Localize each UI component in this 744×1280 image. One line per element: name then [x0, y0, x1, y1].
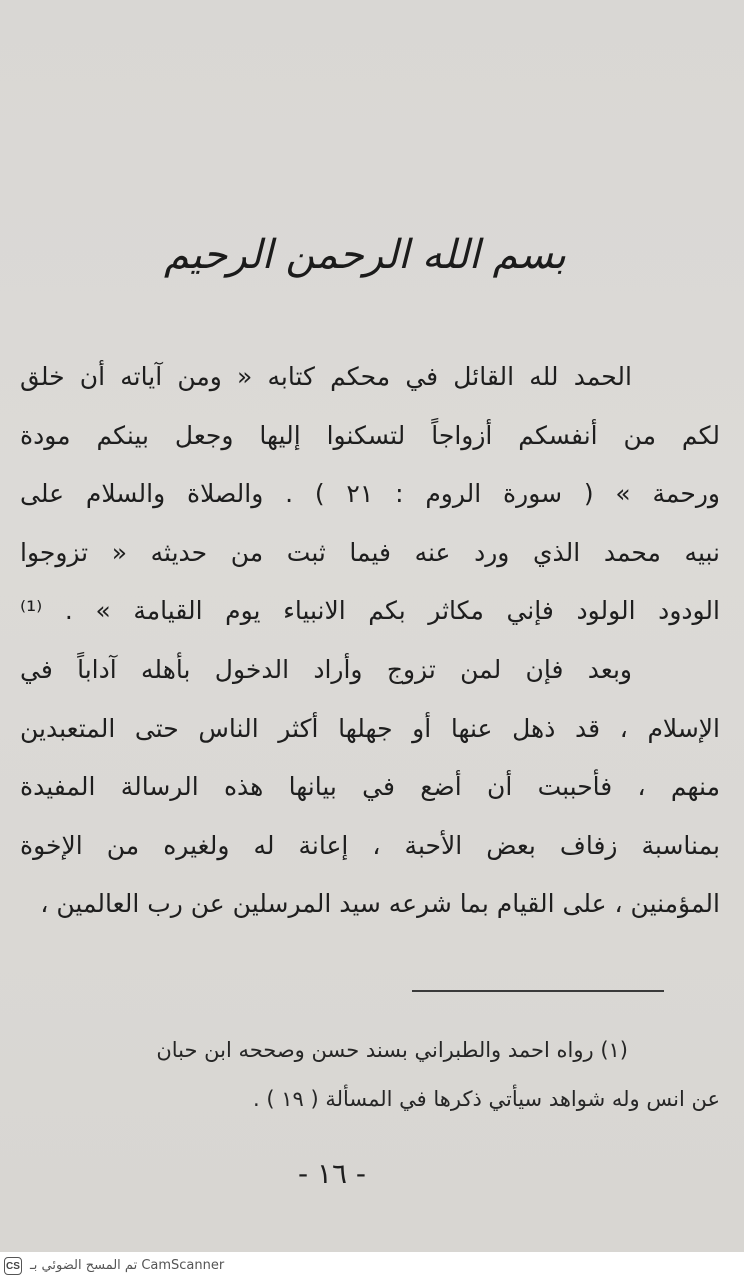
scanner-watermark-bar [0, 1252, 744, 1280]
basmala-heading: بسم الله الرحمن الرحيم [163, 232, 567, 278]
text-line: وبعد فإن لمن تزوج وأراد الدخول بأهله آداباً في [20, 654, 632, 684]
footnote-divider [412, 990, 664, 992]
page-number: - ١٦ - [297, 1157, 367, 1190]
text-line: المؤمنين ، على القيام بما شرعه سيد المرسلين عن رب العالمين ، [40, 889, 720, 919]
scanner-label: تم المسح الضوئي بـ CamScanner [30, 1258, 225, 1273]
text-line: الودود الولود فإني مكاثر بكم الانبياء يوم القيامة » . ⁽¹⁾ [20, 596, 720, 626]
text-line: الحمد لله القائل في محكم كتابه « ومن آياته أن خلق [20, 362, 632, 391]
camscanner-logo-icon: CS [4, 1257, 22, 1275]
text-line: بمناسبة زفاف بعض الأحبة ، إعانة له ولغيره من الإخوة [20, 830, 720, 860]
footnote-line: عن انس وله شواهد سيأتي ذكرها في المسألة ( ١٩ ) . [253, 1087, 720, 1111]
footnote [20, 1026, 720, 1124]
text-line: ورحمة » ( سورة الروم : ٢١ ) . والصلاة والسلام على [20, 479, 720, 509]
text-line: لكم من أنفسكم أزواجاً لتسكنوا إليها وجعل بينكم مودة [20, 420, 720, 450]
text-line: نبيه محمد الذي ورد عنه فيما ثبت من حديثه « تزوجوا [20, 537, 720, 567]
text-line: الإسلام ، قد ذهل عنها أو جهلها أكثر الناس حتى المتعبدين [20, 713, 720, 743]
main-text [20, 348, 720, 934]
text-line: منهم ، فأحببت أن أضع في بيانها هذه الرسالة المفيدة [20, 772, 720, 802]
footnote-line: (١) رواه احمد والطبراني بسند حسن وصححه ابن حبان [156, 1038, 628, 1062]
